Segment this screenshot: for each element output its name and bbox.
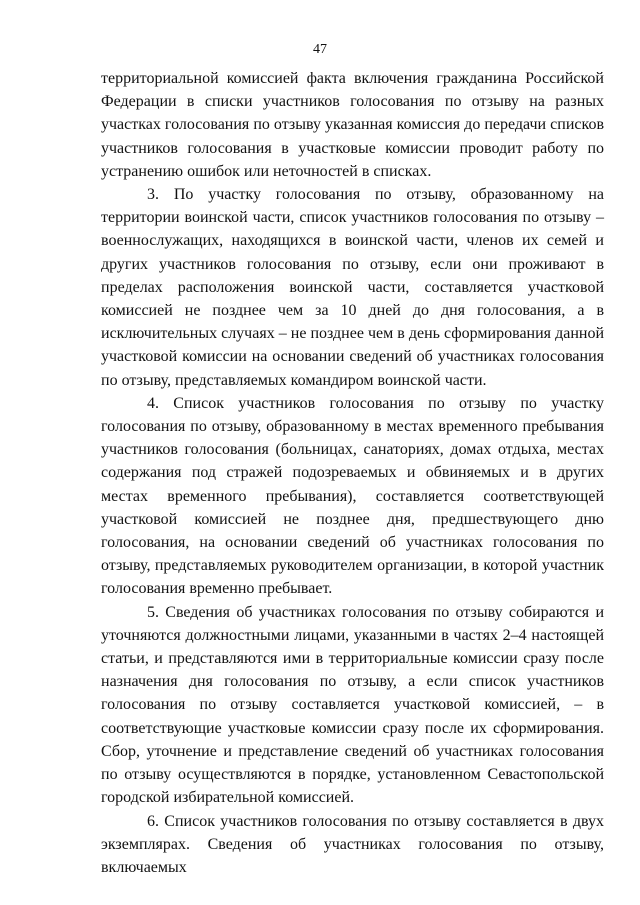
- document-body: [101, 67, 604, 879]
- paragraph-continuation: территориальной комиссией факта включения гражданина Российской Федерации в списки участников голосования по отзыву на разных участках голосования по отзыву указанная комиссия до передачи списков участников голосования в участковые комиссии проводит работу по устранению ошибок или неточностей в списках.: [101, 70, 604, 180]
- paragraph-item-5: 5. Сведения об участниках голосования по отзыву собираются и уточняются должностными лицами, указанными в частях 2–4 настоящей статьи, и представляются ими в территориальные комиссии сразу после назначения дня голосования по отзыву, а если список участников голосования по отзыву составляется участковой комиссией, – в соответствующие участковые комиссии сразу после их сформирования. Сбор, уточнение и представление сведений об участниках голосования по отзыву осуществляются в порядке, установленном Севастопольской городской избирательной комиссией.: [101, 603, 604, 807]
- paragraph-item-3: 3. По участку голосования по отзыву, образованному на территории воинской части, список участников голосования по отзыву – военнослужащих, находящихся в воинской части, членов их семей и других участников голосования по отзыву, если они проживают в пределах расположения воинской части, составляется участковой комиссией не позднее чем за 10 дней до дня голосования, а в исключительных случаях – не позднее чем в день сформирования данной участковой комиссии на основании сведений об участниках голосования по отзыву, представляемых командиром воинской части.: [101, 186, 604, 389]
- paragraph-item-4: 4. Список участников голосования по отзыву по участку голосования по отзыву, образованному в местах временного пребывания участников голосования (больницах, санаториях, домах отдыха, местах содержания под стражей подозреваемых и обвиняемых и в других местах временного пребывания), составляется соответствующей участковой комиссией не позднее дня, предшествующего дню голосования, на основании сведений об участниках голосования по отзыву, представляемых руководителем организации, в которой участник голосования временно пребывает.: [101, 394, 604, 598]
- page-number: 47: [313, 42, 327, 57]
- paragraph-item-6: 6. Список участников голосования по отзыву составляется в двух экземплярах. Сведения об участниках голосования по отзыву, включаемых: [101, 812, 604, 876]
